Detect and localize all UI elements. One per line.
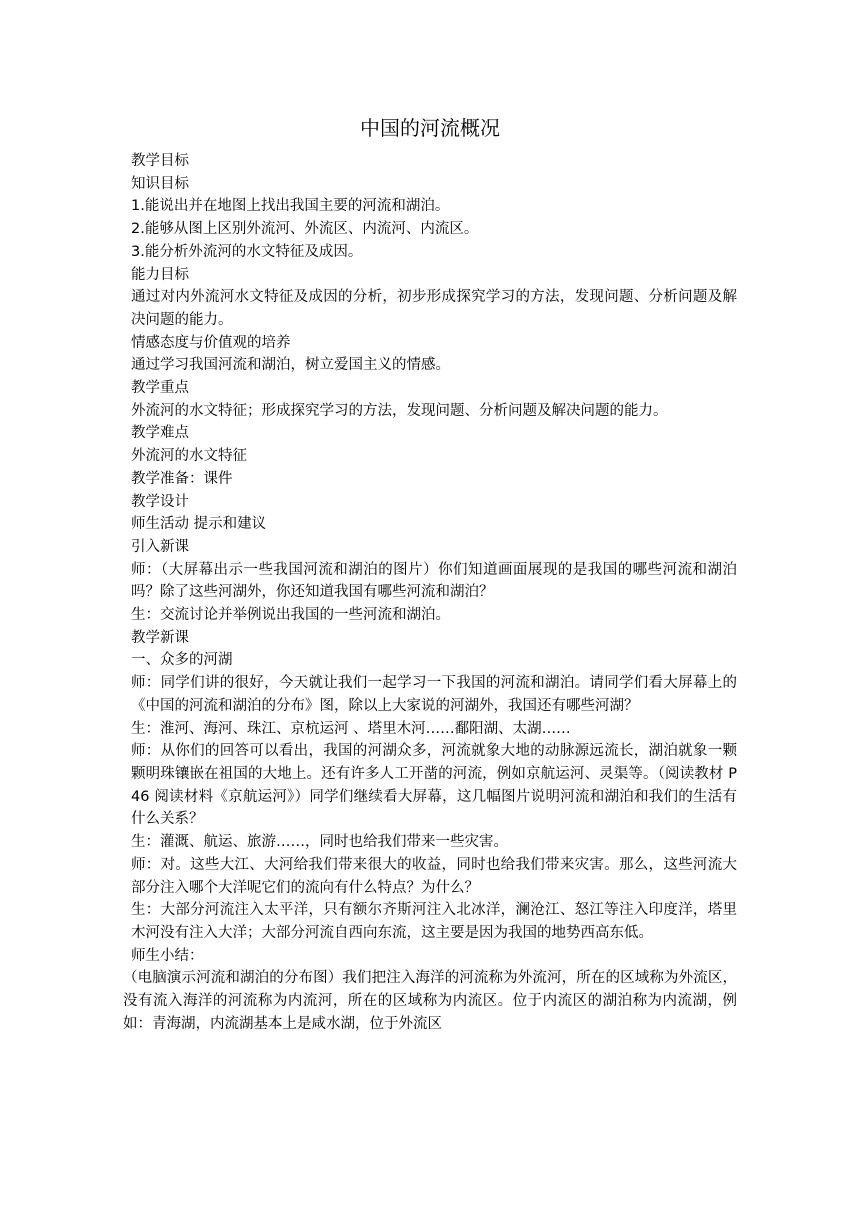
section-heading-difficulties: 教学难点	[131, 425, 189, 442]
section-heading-key-points: 教学重点	[131, 380, 189, 397]
document-title: 中国的河流概况	[360, 116, 500, 140]
paragraph: 师生活动 提示和建议	[131, 516, 267, 533]
list-item: 2.能够从图上区别外流河、外流区、内流河、内流区。	[131, 221, 479, 238]
paragraph: 师：（大屏幕出示一些我国河流和湖泊的图片）你们知道画面展现的是我国的哪些河流和湖泊吗？除了这些河湖外，你还知道我国有哪些河流和湖泊？	[131, 561, 737, 601]
paragraph: 教学准备：课件	[131, 470, 233, 487]
paragraph: 生：淮河、海河、珠江、京杭运河 、塔里木河……鄱阳湖、太湖……	[131, 720, 571, 737]
paragraph: 师：对。这些大江、大河给我们带来很大的收益，同时也给我们带来灾害。那么，这些河流大部分注入哪个大洋呢它们的流向有什么特点？为什么？	[131, 856, 737, 896]
paragraph: （电脑演示河流和湖泊的分布图）我们把注入海洋的河流称为外流河，所在的区域称为外流区，没有流入海洋的河流称为内流河，所在的区域称为内流区。位于内流区的湖泊称为内流湖，例如：青海湖，内流湖基本上是咸水湖，位于外流区	[123, 970, 737, 1032]
subheading-emotion-values: 情感态度与价值观的培养	[131, 334, 291, 351]
section-heading-new-lesson: 教学新课	[131, 629, 189, 646]
list-item: 3.能分析外流河的水文特征及成因。	[131, 243, 363, 260]
paragraph: 师：同学们讲的很好，今天就让我们一起学习一下我国的河流和湖泊。请同学们看大屏幕上的《中国的河流和湖泊的分布》图，除以上大家说的河湖外，我国还有哪些河湖？	[131, 675, 737, 714]
list-item: 1.能说出并在地图上找出我国主要的河流和湖泊。	[131, 198, 450, 215]
section-heading-teaching-goals: 教学目标	[131, 153, 189, 169]
paragraph: 生：大部分河流注入太平洋，只有额尔齐斯河注入北冰洋，澜沧江、怒江等注入印度洋，塔里木河没有注入大洋；大部分河流自西向东流，这主要是因为我国的地势西高东低。	[131, 902, 737, 941]
paragraph: 外流河的水文特征	[131, 448, 247, 465]
subheading-summary: 师生小结：	[131, 947, 204, 964]
section-heading-introduction: 引入新课	[131, 538, 189, 555]
subheading-knowledge-goals: 知识目标	[131, 175, 189, 192]
subheading-ability-goals: 能力目标	[131, 266, 189, 283]
paragraph: 外流河的水文特征；形成探究学习的方法，发现问题、分析问题及解决问题的能力。	[131, 402, 668, 419]
section-heading-teaching-design: 教学设计	[131, 493, 189, 510]
paragraph: 师：从你们的回答可以看出，我国的河湖众多，河流就象大地的动脉源远流长，湖泊就象一颗颗明珠镶嵌在祖国的大地上。还有许多人工开凿的河流，例如京航运河、灵渠等。（阅读教材 P46 阅读材料《京航运河》）同学们继续看大屏幕，这几幅图片说明河流和湖泊和我们的生活有什么关系？	[131, 743, 737, 828]
paragraph: 生：交流讨论并举例说出我国的一些河流和湖泊。	[131, 607, 450, 624]
paragraph: 通过学习我国河流和湖泊，树立爱国主义的情感。	[131, 357, 450, 374]
paragraph: 通过对内外流河水文特征及成因的分析，初步形成探究学习的方法，发现问题、分析问题及解决问题的能力。	[131, 289, 737, 328]
paragraph: 生：灌溉、航运、旅游……，同时也给我们带来一些灾害。	[131, 834, 508, 851]
subheading-rivers-lakes: 一、众多的河湖	[131, 652, 233, 669]
document-body	[123, 150, 737, 1035]
